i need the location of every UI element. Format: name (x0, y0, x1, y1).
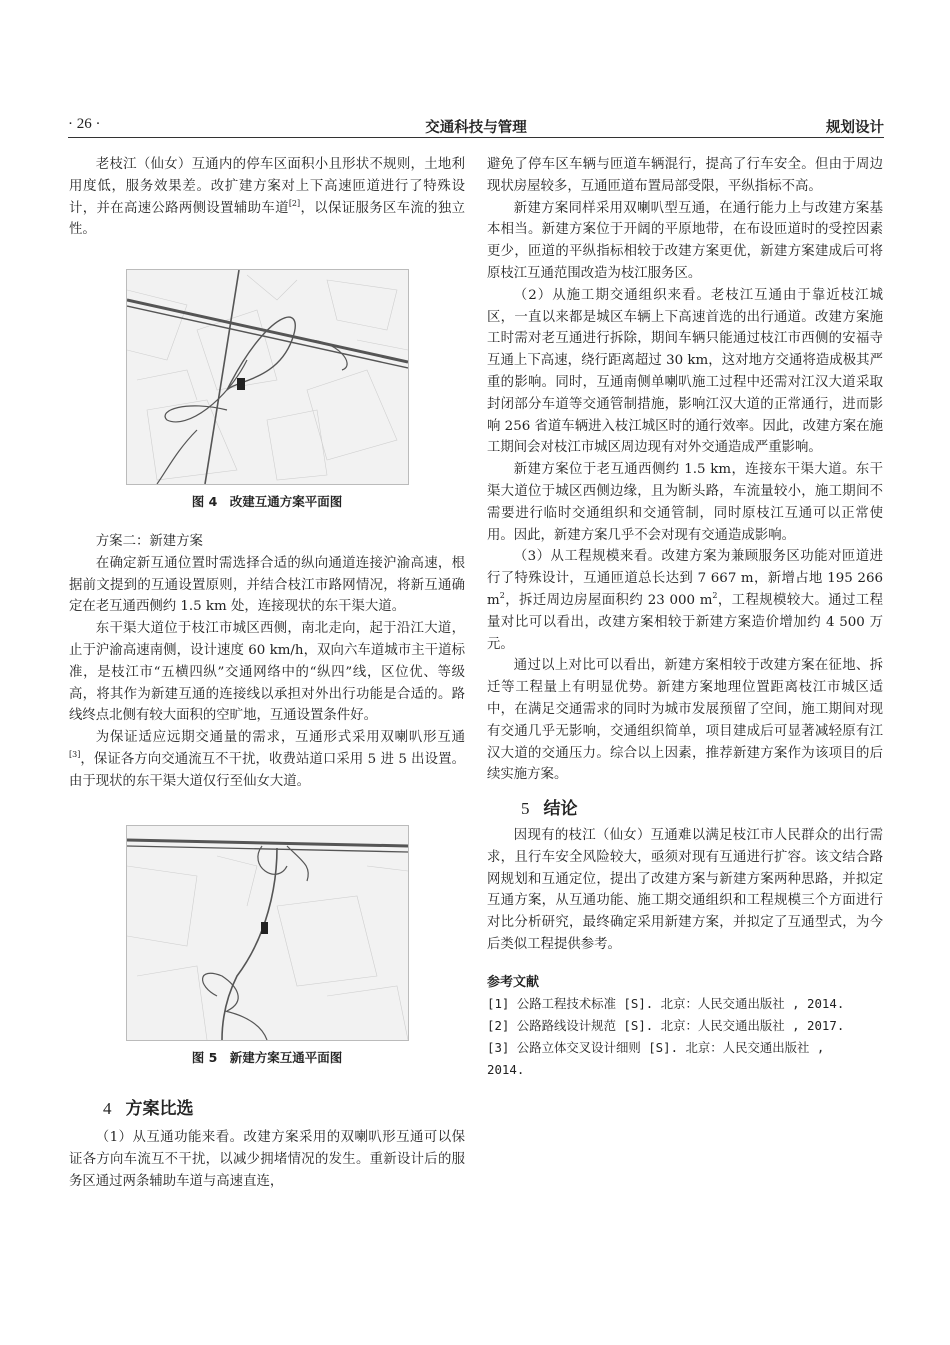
paragraph: 东干渠大道位于枝江市城区西侧，南北走向，起于沿江大道，止于沪渝高速南侧，设计速度 60 km/h，双向六车道城市主干道标准，是枝江市“五横四纵”交通网络中的“纵四”线，区位优、等级高，将其作为新建互通的连接线以承担对外出行功能是合适的。路线终点北侧有较大面积的空旷地，互通设置条件好。 (69, 621, 465, 724)
paragraph: （2）从施工期交通组织来看。老枝江互通由于靠近枝江城区，一直以来都是城区车辆上下高速首选的出行通道。改建方案施工时需对老互通进行拆除，期间车辆只能通过枝江市西侧的安福寺互通上下高速，绕行距离超过 30 km，这对地方交通将造成极其严重的影响。同时，互通南侧单喇叭施工过程中还需对江汉大道采取封闭部分车道等交通管制措施，影响江汉大道的正常通行，进而影响 256 省道车辆进入枝江城区时的通行效率。因此，改建方案在施工期间会对枝江市城区周边现有对外交通造成严重影响。 (487, 287, 883, 456)
paragraph: 在确定新互通位置时需选择合适的纵向通道连接沪渝高速，根据前文提到的互通设置原则，并结合枝江市路网情况，将新互通确定在老互通西侧约 1.5 km 处，连接现状的东干渠大道。 (69, 555, 465, 615)
citation: [3] (69, 749, 81, 759)
section-4-heading: 4 方案比选 (103, 1099, 194, 1120)
page-number: · 26 · (68, 116, 101, 132)
paragraph: 新建方案同样采用双喇叭型互通，在通行能力上与改建方案基本相当。新建方案位于开阔的平原地带，在布设匝道时的受控因素更少，匝道的平纵指标相较于改建方案更优，新建方案建成后可将原枝江互通范围改造为枝江服务区。 (487, 200, 883, 281)
section-name: 规划设计 (826, 120, 884, 136)
paragraph: 因现有的枝江（仙女）互通难以满足枝江市人民群众的出行需求，且行车安全风险较大，亟须对现有互通进行扩容。该文结合路网规划和互通定位，提出了改建方案与新建方案两种思路，并拟定互通方案，从互通功能、施工期交通组织和工程规模三个方面进行对比分析研究，最终确定采用新建方案，并拟定了互通型式，为今后类似工程提供参考。 (487, 827, 883, 952)
paragraph: 新建方案位于老互通西侧约 1.5 km，连接东干渠大道。东干渠大道位于城区西侧边缘，且为断头路，车流量较小，施工期间不需要进行临时交通组织和交通管制，同时原枝江互通可以正常使用。因此，新建方案几乎不会对现有交通造成影响。 (487, 462, 883, 543)
new-interchange-plan-drawing (127, 826, 408, 1040)
figure-5 (69, 825, 465, 1069)
header-rule (68, 137, 884, 138)
figure-4 (69, 269, 465, 513)
left-column (69, 154, 465, 1193)
reference-item: [2] 公路路线设计规范 [S]. 北京：人民交通出版社 , 2017. (487, 1018, 845, 1034)
section-5-heading: 5 结论 (521, 799, 578, 820)
right-column (487, 154, 883, 1081)
paragraph: （3）从工程规模来看。改建方案为兼顾服务区功能对匝道进行了特殊设计，互通匝道总长达到 7 667 m，新增占地 195 266 $m^2$，拆迁周边房屋面积约 23 000 $m^2$，工程规模较大。通过工程量对比可以看出，改建方案相较于新建方案造价增加约 4 500 万元。 (487, 549, 883, 652)
reference-item: [1] 公路工程技术标准 [S]. 北京：人民交通出版社 , 2014. (487, 996, 845, 1012)
paragraph: 老枝江（仙女）互通内的停车区面积小且形状不规则，土地利用度低，服务效果差。改扩建方案对上下高速匝道进行了特殊设计，并在高速公路两侧设置辅助车道[2]，以保证服务区车流的独立性。 (69, 157, 466, 238)
figure-4-caption: 图 4 改建互通方案平面图 (191, 494, 343, 510)
figure-5-caption: 图 5 新建方案互通平面图 (191, 1049, 343, 1065)
references (487, 972, 883, 1081)
paragraph: 避免了停车区车辆与匝道车辆混行，提高了行车安全。但由于周边现状房屋较多，互通匝道布置局部受限，平纵指标不高。 (487, 157, 883, 194)
paragraph: 通过以上对比可以看出，新建方案相较于改建方案在征地、拆迁等工程量上有明显优势。新建方案地理位置距离枝江市城区适中，在满足交通需求的同时为城市发展预留了空间，施工期间对现有交通几乎无影响，交通组织简单，项目建成后可显著减轻原有江汉大道的交通压力。综合以上因素，推荐新建方案作为该项目的后续实施方案。 (487, 658, 883, 783)
journal-title: 交通科技与管理 (425, 120, 527, 136)
reference-item: [3] 公路立体交叉设计细则 [S]. 北京：人民交通出版社 , (487, 1040, 825, 1056)
paragraph: 为保证适应远期交通量的需求，互通形式采用双喇叭形互通[3]，保证各方向交通流互不干扰，收费站道口采用 5 进 5 出设置。由于现状的东干渠大道仅行至仙女大道。 (69, 730, 465, 789)
citation: [2] (288, 198, 301, 208)
figure-5-map (126, 825, 409, 1041)
interchange-plan-drawing (127, 270, 408, 484)
running-header (68, 112, 884, 134)
plan-2-title: 方案二：新建方案 (95, 533, 203, 549)
figure-4-map (126, 269, 409, 485)
references-title: 参考文献 (487, 974, 540, 990)
paragraph: （1）从互通功能来看。改建方案采用的双喇叭形互通可以保证各方向车流互不干扰，以减少拥堵情况的发生。重新设计后的服务区通过两条辅助车道与高速直连， (69, 1130, 465, 1189)
reference-item-continuation: 2014. (487, 1061, 525, 1077)
